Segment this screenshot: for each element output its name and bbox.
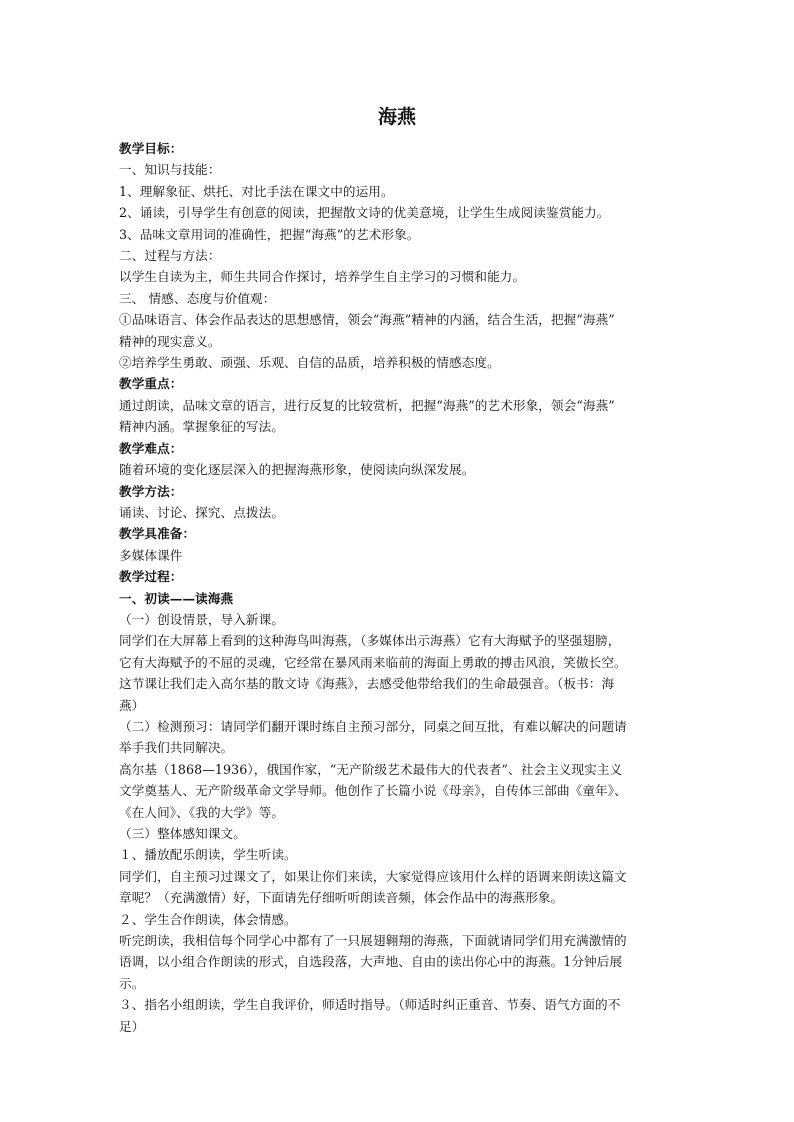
text-line: 2、诵读，引导学生有创意的阅读，把握散文诗的优美意境，让学生生成阅读鉴赏能力。 xyxy=(119,205,610,221)
text-line: （一）创设情景，导入新课。 xyxy=(119,611,285,627)
text-line: 诵读、讨论、探究、点拨法。 xyxy=(119,504,285,520)
text-line: 足） xyxy=(119,1018,145,1034)
text-line: 精神内涵。掌握象征的写法。 xyxy=(119,419,285,435)
text-line: 同学们，自主预习过课文了，如果让你们来读，大家觉得应该用什么样的语调来朗读这篇文 xyxy=(119,868,627,884)
document-title: 海燕 xyxy=(377,106,416,128)
text-line: ２、学生合作朗读，体会情感。 xyxy=(119,911,297,927)
document-body xyxy=(119,138,679,1037)
text-line: 二、过程与方法： xyxy=(119,248,221,264)
text-line: 随着环境的变化逐层深入的把握海燕形象，使阅读向纵深发展。 xyxy=(119,462,475,478)
section-heading: 教学难点： xyxy=(119,440,183,456)
text-line: （二）检测预习：请同学们翻开课时练自主预习部分，同桌之间互批，有难以解决的问题请 xyxy=(119,718,627,734)
text-line: 示。 xyxy=(119,975,145,991)
text-line: 1、理解象征、烘托、对比手法在课文中的运用。 xyxy=(119,183,394,199)
text-line: 《在人间》、《我的大学》等。 xyxy=(119,804,285,820)
text-line: 章呢？（充满激情）好，下面请先仔细听听朗读音频，体会作品中的海燕形象。 xyxy=(119,890,564,906)
text-line: 燕） xyxy=(119,697,145,713)
section-heading: 教学重点： xyxy=(119,376,183,392)
section-heading: 教学具准备： xyxy=(119,526,196,542)
text-line: 听完朗读，我相信每个同学心中都有了一只展翅翱翔的海燕，下面就请同学们用充满激情的 xyxy=(119,933,627,949)
section-heading: 教学目标： xyxy=(119,141,183,156)
text-line: 精神的现实意义。 xyxy=(119,333,221,349)
text-line: 一、知识与技能： xyxy=(119,162,221,178)
text-line: 三、 情感、态度与价值观： xyxy=(119,290,276,306)
text-line: 语调，以小组合作朗读的形式，自选段落，大声地、自由的读出你心中的海燕。1分钟后展 xyxy=(119,954,623,970)
section-heading: 教学方法： xyxy=(119,483,183,499)
text-line: 高尔基（1868—1936），俄国作家，“无产阶级艺术最伟大的代表者”、社会主义现实主义 xyxy=(119,761,623,777)
text-line: 多媒体课件 xyxy=(119,547,183,563)
text-line: 它有大海赋予的不屈的灵魂，它经常在暴风雨来临前的海面上勇敢的搏击风浪，笑傲长空。 xyxy=(119,654,627,670)
text-line: 3、品味文章用词的准确性，把握“海燕”的艺术形象。 xyxy=(119,226,420,242)
text-line: 同学们在大屏幕上看到的这种海鸟叫海燕，（多媒体出示海燕）它有大海赋予的坚强翅膀， xyxy=(119,633,621,649)
text-line: ②培养学生勇敢、顽强、乐观、自信的品质，培养积极的情感态度。 xyxy=(119,355,500,371)
text-line: 举手我们共同解决。 xyxy=(119,740,234,756)
text-line: ３、指名小组朗读，学生自我评价，师适时指导。（师适时纠正重音、节奏、语气方面的不 xyxy=(119,997,621,1013)
text-line: 文学奠基人、无产阶级革命文学导师。他创作了长篇小说《母亲》，自传体三部曲《童年》、 xyxy=(119,783,627,799)
text-line: 以学生自读为主，师生共同合作探讨，培养学生自主学习的习惯和能力。 xyxy=(119,269,526,285)
text-line: ①品味语言、体会作品表达的思想感情，领会“海燕”精神的内涵，结合生活，把握“海燕” xyxy=(119,312,615,328)
text-line: 这节课让我们走入高尔基的散文诗《海燕》，去感受他带给我们的生命最强音。（板书：海 xyxy=(119,676,615,692)
text-line: （三）整体感知课文。 xyxy=(119,826,246,841)
text-line: 通过朗读，品味文章的语言，进行反复的比较赏析，把握“海燕”的艺术形象，领会“海燕” xyxy=(119,397,615,413)
text-line: １、播放配乐朗读，学生听读。 xyxy=(119,847,297,863)
section-heading: 一、初读——读海燕 xyxy=(119,590,234,606)
section-heading: 教学过程： xyxy=(119,569,183,585)
